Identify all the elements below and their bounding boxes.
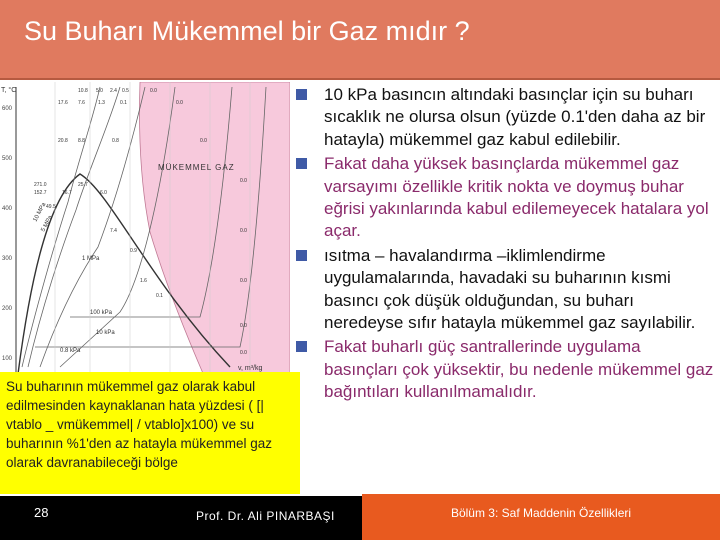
percent-label: 0.0 [200,138,207,144]
y-tick: 400 [2,206,13,212]
bullet-text: Fakat buharlı güç santrallerinde uygulama basınçları çok yüksektir, bu nedenle mükemmel gaz bağıntıları kullanılmamalıdır. [324,337,714,402]
percent-label: 0.0 [240,323,247,329]
chapter-title: Bölüm 3: Saf Maddenin Özellikleri [450,506,632,520]
percent-label: 0.0 [150,88,157,94]
author-name: Prof. Dr. Ali PINARBAŞI [196,509,335,523]
figure-caption: Su buharının mükemmel gaz olarak kabul edilmesinden kaynaklanan hata yüzdesi ( [| vtablo _ vmükemmel| / vtablo]x100) ve su buharının %1'den az hatayla mükemmel gaz olarak davranabileceği bölge [0,372,300,494]
percent-label: 1.3 [98,100,105,106]
percent-label: 0.9 [130,248,137,254]
percent-label: 0.0 [176,100,183,106]
ideal-gas-label: MÜKEMMEL GAZ [158,163,235,172]
y-axis-label: T, °C [1,87,17,94]
bullet-item [296,245,716,335]
bullet-item [296,153,716,243]
title-bar [0,0,720,80]
percent-label: 7.6 [78,100,85,106]
isobar-label: 10 MPa [32,201,48,223]
percent-label: 152.7 [34,190,47,196]
y-tick: 200 [2,306,13,312]
bullet-text: ısıtma – havalandırma –iklimlendirme uygulamalarında, havadaki su buharının kısmi basıncı çok düşük olduğundan, su buharı neredeyse sıfır hatayla mükemmel gaz sayılabilir. [324,245,696,333]
percent-label: 271.0 [34,182,47,188]
percent-label: 0.0 [240,350,247,356]
percent-label: 0.1 [120,100,127,106]
percent-label: 49.5 [46,204,56,210]
bullet-item [296,336,716,403]
bullet-text: Fakat daha yüksek basınçlarda mükemmel gaz varsayımı özellikle kritik nokta ve doymuş buhar eğrisi yakınlarında kabul edilemeyecek hatalara yol açar. [324,154,709,241]
percent-label: 0.0 [240,178,247,184]
percent-label: 0.1 [156,293,163,299]
percent-label: 0.8 [112,138,119,144]
percent-label: 25.7 [78,182,88,188]
bullet-item [296,84,716,151]
y-tick: 500 [2,156,13,162]
percent-label: 5.0 [96,88,103,94]
isobar-label: 0.8 kPa [60,348,81,354]
percent-label: 0.5 [122,88,129,94]
y-tick: 300 [2,256,13,262]
percent-label: 6.0 [100,190,107,196]
percent-label: 1.6 [140,278,147,284]
percent-label: 8.8 [78,138,85,144]
percent-label: 7.4 [110,228,117,234]
bullet-square-icon [296,250,307,261]
slide-title: Su Buharı Mükemmel bir Gaz mıdır ? [24,16,470,46]
y-tick: 600 [2,106,13,112]
chapter-box [362,494,720,540]
bullet-text: 10 kPa basıncın altındaki basınçlar için su buharı sıcaklık ne olursa olsun (yüzde 0.1'den daha az bir hatayla) mükemmel gaz kabul edilebilir. [324,85,706,149]
y-tick: 100 [2,356,13,362]
bullet-square-icon [296,341,307,352]
percent-label: 0.0 [240,278,247,284]
bullet-square-icon [296,89,307,100]
x-axis-label: v, m³/kg [238,365,263,372]
percent-label: 17.6 [58,100,68,106]
bullet-square-icon [296,158,307,169]
ts-diagram [0,82,290,378]
isobar-label: 1 MPa [82,256,100,262]
page-number: 28 [34,505,49,520]
percent-label: 10.8 [78,88,88,94]
percent-label: 0.0 [240,228,247,234]
percent-label: 2.4 [110,88,117,94]
isobar-label: 10 kPa [96,330,115,336]
percent-label: 20.8 [58,138,68,144]
percent-label: 16.7 [62,190,72,196]
isobar-label: 100 kPa [90,310,113,316]
isobar-label: 5 MPa [40,214,54,233]
bullet-list [296,84,716,406]
